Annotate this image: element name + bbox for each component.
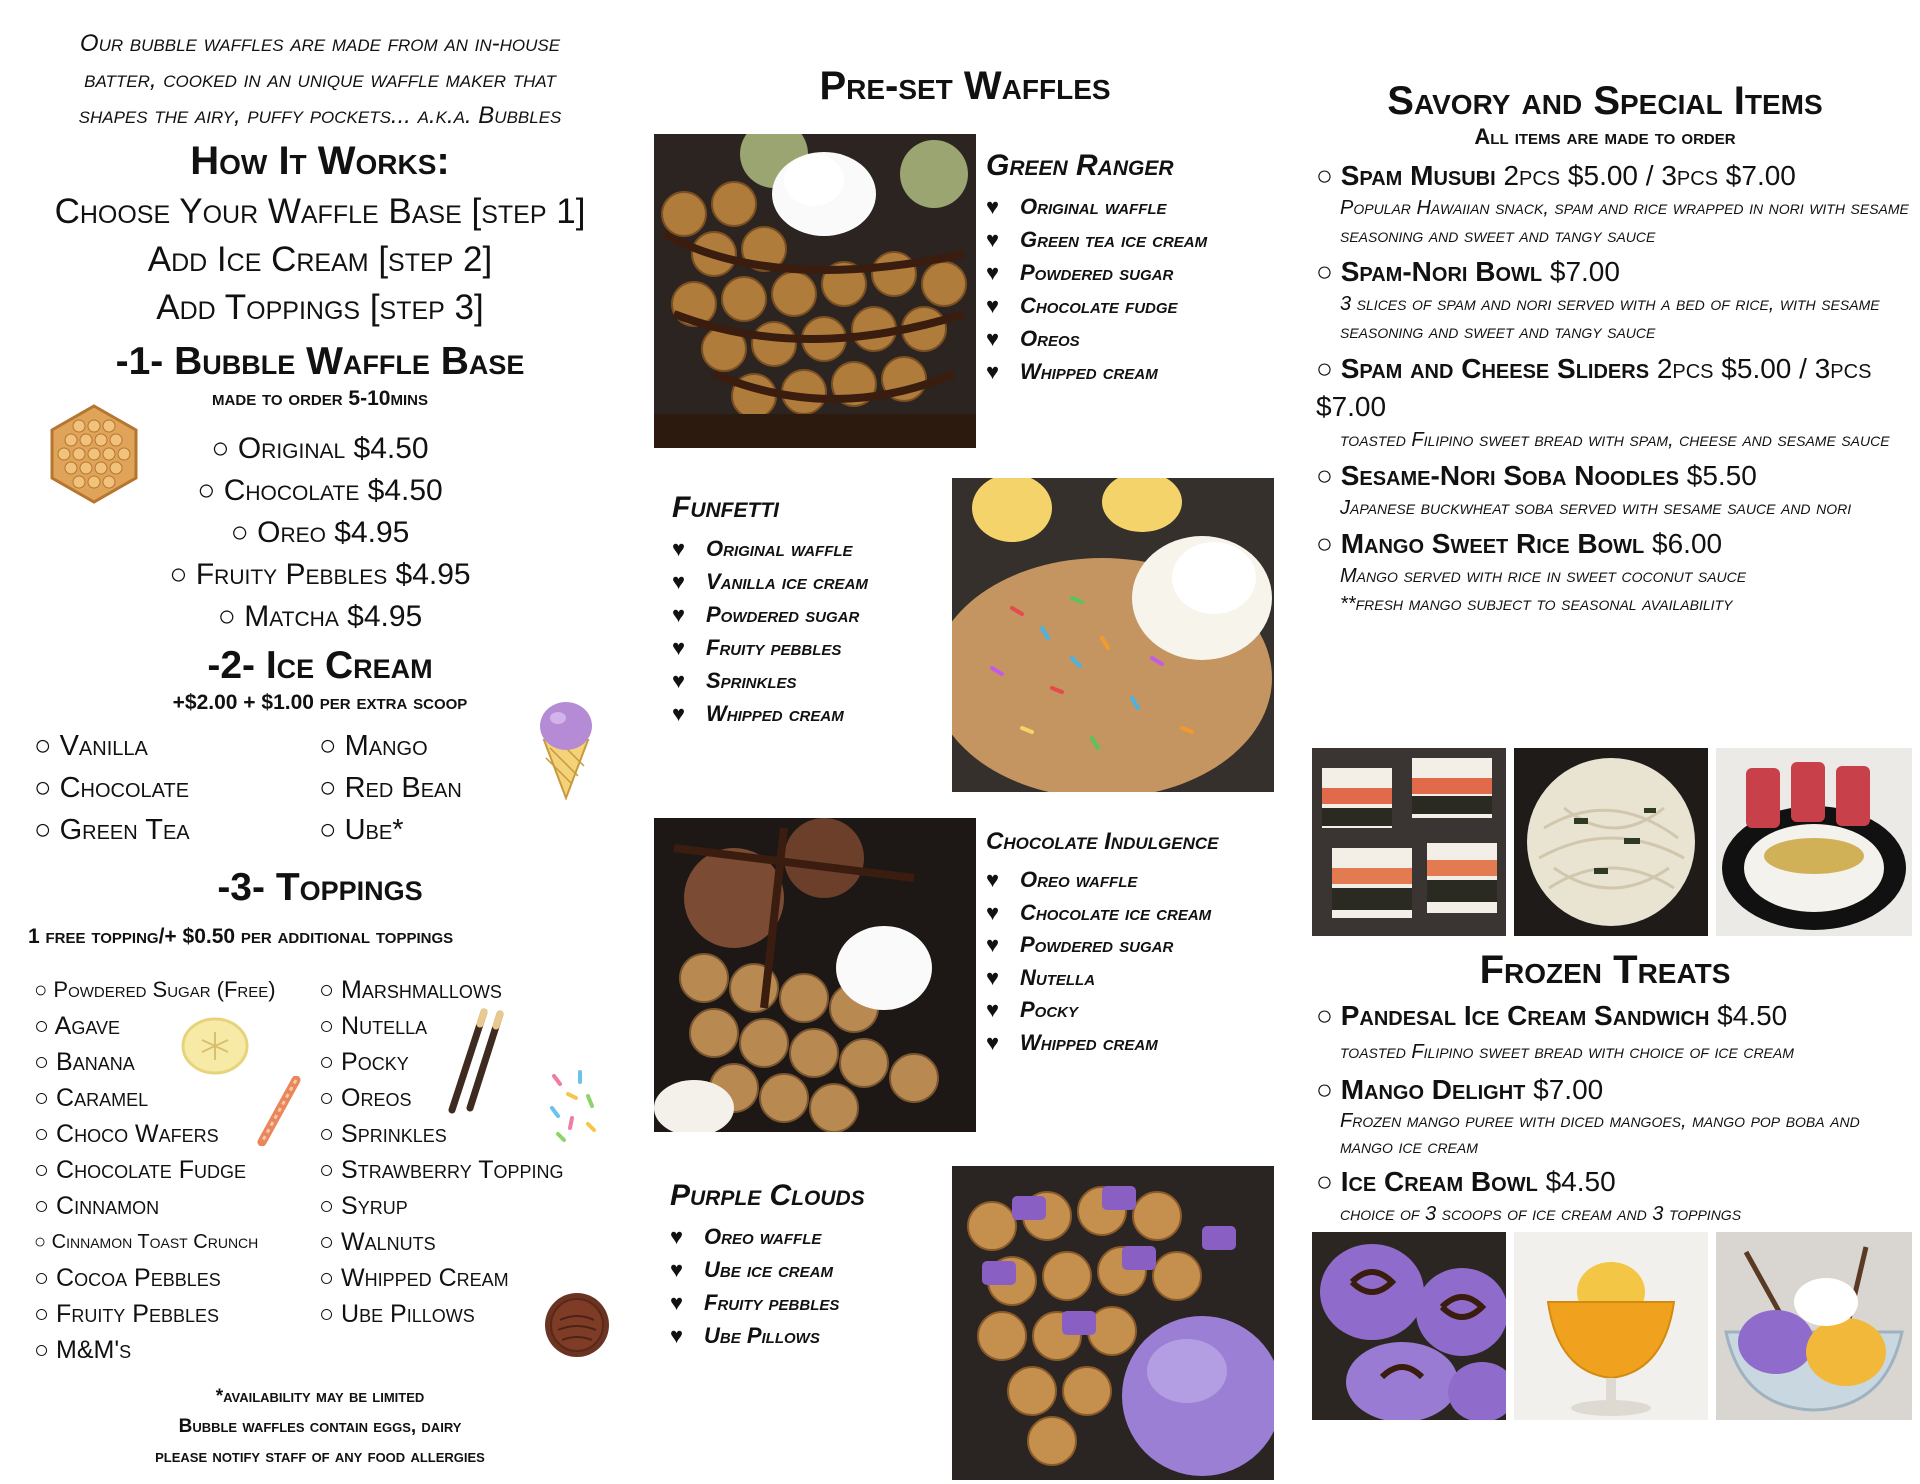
waffle-ingredient: ♥ Ube Pillows: [670, 1319, 940, 1352]
ice-cream-option[interactable]: ○ Chocolate: [34, 767, 319, 809]
topping-option[interactable]: ○ Cinnamon Toast Crunch: [34, 1224, 319, 1260]
base-option[interactable]: ○ Matcha $4.95: [150, 596, 490, 638]
waffle-ingredient: ♥ Oreos: [986, 322, 1286, 355]
savory-subtitle: All items are made to order: [1474, 124, 1736, 149]
item-price: $5.50: [1686, 460, 1757, 491]
spam-musubi-photo: [1312, 748, 1506, 936]
item-desc: toasted Filipino sweet bread with choice of ice cream: [1340, 1041, 1794, 1063]
topping-option[interactable]: ○ Nutella: [319, 1008, 619, 1044]
intro-line: shapes the airy, puffy pockets... a.k.a. Bubbles: [78, 102, 562, 129]
item-price: $7.00: [1533, 1074, 1604, 1105]
notice-line: please notify staff of any food allergies: [155, 1446, 485, 1467]
topping-option[interactable]: ○ Caramel: [34, 1080, 319, 1116]
topping-option[interactable]: ○ Strawberry Topping: [319, 1152, 619, 1188]
chocolate-indulgence-card: [986, 824, 1286, 1059]
menu-item[interactable]: [1316, 158, 1912, 250]
base-subtitle: made to order 5-10mins: [212, 387, 428, 410]
waffle-ingredient: ♥ Green tea ice cream: [986, 223, 1286, 256]
topping-option[interactable]: ○ Fruity Pebbles: [34, 1296, 319, 1332]
how-it-works-title: How It Works:: [190, 139, 450, 183]
waffle-ingredient: ♥ Oreo waffle: [986, 864, 1286, 897]
item-price: $4.50: [1717, 1000, 1788, 1031]
topping-option[interactable]: ○ Oreos: [319, 1080, 619, 1116]
purple-clouds-photo: [952, 1166, 1274, 1480]
toppings-title: -3- Toppings: [217, 866, 423, 909]
base-title: -1- Bubble Waffle Base: [115, 340, 525, 383]
base-option[interactable]: ○ Original $4.50: [150, 428, 490, 470]
notice-line: *availability may be limited: [215, 1386, 425, 1407]
topping-option[interactable]: ○ Cinnamon: [34, 1188, 319, 1224]
base-list: [150, 428, 490, 638]
savory-items: [1316, 158, 1912, 618]
item-name: ○ Mango Sweet Rice Bowl: [1316, 528, 1644, 559]
item-desc: Frozen mango puree with diced mangoes, mango pop boba and mango ice cream: [1340, 1110, 1860, 1158]
preset-title: Pre-set Waffles: [819, 64, 1111, 108]
topping-option[interactable]: ○ Ube Pillows: [319, 1296, 619, 1332]
waffle-name: Purple Clouds: [670, 1179, 865, 1212]
topping-option[interactable]: ○ Powdered Sugar (Free): [34, 972, 319, 1008]
ice-cream-title: -2- Ice Cream: [207, 644, 433, 687]
ice-cream-cone-icon: [536, 696, 596, 800]
waffle-ingredient: ♥ Chocolate fudge: [986, 289, 1286, 322]
waffle-ingredient: ♥ Fruity pebbles: [672, 631, 942, 664]
topping-option[interactable]: ○ M&M's: [34, 1332, 319, 1368]
waffle-name: Chocolate Indulgence: [986, 828, 1219, 855]
waffle-items: [986, 190, 1286, 388]
steps-list: [0, 188, 640, 332]
topping-option[interactable]: ○ Agave: [34, 1008, 319, 1044]
bubble-waffle-icon: [44, 404, 144, 504]
menu-item[interactable]: [1316, 1164, 1912, 1228]
waffle-ingredient: ♥ Ube ice cream: [670, 1253, 940, 1286]
step-2: Add Ice Cream [step 2]: [147, 240, 493, 279]
topping-option[interactable]: ○ Syrup: [319, 1188, 619, 1224]
waffle-ingredient: ♥ Vanilla ice cream: [672, 565, 942, 598]
item-desc: choice of 3 scoops of ice cream and 3 toppings: [1340, 1203, 1742, 1225]
waffle-ingredient: ♥ Chocolate ice cream: [986, 897, 1286, 930]
topping-option[interactable]: ○ Whipped Cream: [319, 1260, 619, 1296]
waffle-ingredient: ♥ Original waffle: [672, 532, 942, 565]
purple-clouds-card: [670, 1176, 940, 1352]
waffle-name: Funfetti: [672, 491, 779, 524]
waffle-ingredient: ♥ Oreo waffle: [670, 1220, 940, 1253]
topping-option[interactable]: ○ Chocolate Fudge: [34, 1152, 319, 1188]
green-ranger-photo: [654, 134, 976, 448]
ube-pillow-icon: [542, 1290, 612, 1360]
menu-item[interactable]: [1316, 1072, 1912, 1160]
savory-title: Savory and Special Items: [1387, 79, 1823, 123]
waffle-items: [672, 532, 942, 730]
intro-line: Our bubble waffles are made from an in-house: [79, 30, 561, 57]
item-name: ○ Spam Musubi: [1316, 160, 1496, 191]
ube-ice-cream-photo: [1312, 1232, 1506, 1420]
waffle-ingredient: ♥ Powdered sugar: [986, 256, 1286, 289]
item-name: ○ Mango Delight: [1316, 1074, 1525, 1105]
topping-option[interactable]: ○ Banana: [34, 1044, 319, 1080]
menu-item[interactable]: [1316, 998, 1912, 1066]
funfetti-card: [672, 488, 942, 730]
ice-cream-subtitle: +$2.00 + $1.00 per extra scoop: [172, 691, 468, 714]
item-desc: Popular Hawaiian snack, spam and rice wrapped in nori with sesame seasoning and sweet and tangy sauce: [1340, 197, 1909, 247]
chocolate-indulgence-photo: [654, 818, 976, 1132]
item-note: **fresh mango subject to seasonal availability: [1340, 593, 1733, 615]
waffle-ingredient: ♥ Nutella: [986, 962, 1286, 995]
topping-option[interactable]: ○ Choco Wafers: [34, 1116, 319, 1152]
ice-cream-option[interactable]: ○ Green Tea: [34, 809, 319, 851]
item-price: 2pcs $5.00 / 3pcs $7.00: [1316, 353, 1872, 422]
item-desc: Mango served with rice in sweet coconut sauce: [1340, 565, 1747, 587]
toppings-subtitle: 1 free topping/+ $0.50 per additional toppings: [28, 925, 454, 948]
banana-icon: [180, 1016, 250, 1076]
item-price: $7.00: [1549, 256, 1620, 287]
item-name: ○ Ice Cream Bowl: [1316, 1166, 1538, 1197]
waffle-ingredient: ♥ Whipped cream: [672, 697, 942, 730]
item-name: ○ Spam-Nori Bowl: [1316, 256, 1542, 287]
intro-text: [20, 26, 620, 134]
pocky-icon: [440, 1006, 520, 1116]
menu-item[interactable]: [1316, 458, 1912, 522]
ice-cream-option[interactable]: ○ Mango: [319, 725, 504, 767]
waffle-items: [670, 1220, 940, 1352]
notice-line: Bubble waffles contain eggs, dairy: [178, 1416, 462, 1437]
topping-option[interactable]: ○ Sprinkles: [319, 1116, 619, 1152]
base-option[interactable]: ○ Chocolate $4.50: [150, 470, 490, 512]
wafer-stick-icon: [254, 1076, 304, 1146]
waffle-name: Green Ranger: [986, 149, 1174, 182]
waffle-ingredient: ♥ Powdered sugar: [672, 598, 942, 631]
waffle-ingredient: ♥ Fruity pebbles: [670, 1286, 940, 1319]
item-price: $6.00: [1652, 528, 1723, 559]
topping-option[interactable]: ○ Walnuts: [319, 1224, 619, 1260]
frozen-title: Frozen Treats: [1479, 948, 1731, 992]
ice-cream-bowl-photo: [1716, 1232, 1912, 1420]
item-name: ○ Spam and Cheese Sliders: [1316, 353, 1649, 384]
base-option[interactable]: ○ Fruity Pebbles $4.95: [150, 554, 490, 596]
base-option[interactable]: ○ Oreo $4.95: [150, 512, 490, 554]
topping-option[interactable]: ○ Pocky: [319, 1044, 619, 1080]
allergy-notice: [60, 1382, 580, 1472]
spam-nori-bowl-photo: [1716, 748, 1912, 936]
topping-option[interactable]: ○ Cocoa Pebbles: [34, 1260, 319, 1296]
item-desc: 3 slices of spam and nori served with a bed of rice, with sesame seasoning and sweet and tangy sauce: [1340, 293, 1880, 343]
ice-cream-option[interactable]: ○ Red Bean: [319, 767, 504, 809]
menu-item[interactable]: [1316, 350, 1912, 454]
menu-item[interactable]: [1316, 526, 1912, 618]
topping-option[interactable]: ○ Marshmallows: [319, 972, 619, 1008]
waffle-ingredient: ♥ Powdered sugar: [986, 929, 1286, 962]
item-price: 2pcs $5.00 / 3pcs $7.00: [1503, 160, 1796, 191]
waffle-items: [986, 864, 1286, 1059]
intro-line: batter, cooked in an unique waffle maker that: [84, 66, 556, 93]
waffle-ingredient: ♥ Whipped cream: [986, 1027, 1286, 1060]
item-name: ○ Sesame-Nori Soba Noodles: [1316, 460, 1679, 491]
waffle-ingredient: ♥ Sprinkles: [672, 664, 942, 697]
waffle-ingredient: ♥ Original waffle: [986, 190, 1286, 223]
item-desc: Japanese buckwheat soba served with sesame sauce and nori: [1340, 497, 1852, 519]
green-ranger-card: [986, 146, 1286, 388]
ice-cream-list: [34, 725, 504, 851]
item-price: $4.50: [1545, 1166, 1616, 1197]
frozen-items: [1316, 998, 1912, 1228]
funfetti-photo: [952, 478, 1274, 792]
sprinkles-icon: [544, 1066, 600, 1146]
step-1: Choose Your Waffle Base [step 1]: [54, 192, 586, 231]
mango-delight-photo: [1514, 1232, 1708, 1420]
ice-cream-option[interactable]: ○ Ube*: [319, 809, 504, 851]
menu-item[interactable]: [1316, 254, 1912, 346]
item-desc: toasted Filipino sweet bread with spam, cheese and sesame sauce: [1340, 429, 1890, 451]
waffle-ingredient: ♥ Pocky: [986, 994, 1286, 1027]
ice-cream-option[interactable]: ○ Vanilla: [34, 725, 319, 767]
waffle-ingredient: ♥ Whipped cream: [986, 355, 1286, 388]
toppings-list: [34, 972, 624, 1368]
item-name: ○ Pandesal Ice Cream Sandwich: [1316, 1000, 1709, 1031]
soba-noodles-photo: [1514, 748, 1708, 936]
step-3: Add Toppings [step 3]: [156, 288, 484, 327]
